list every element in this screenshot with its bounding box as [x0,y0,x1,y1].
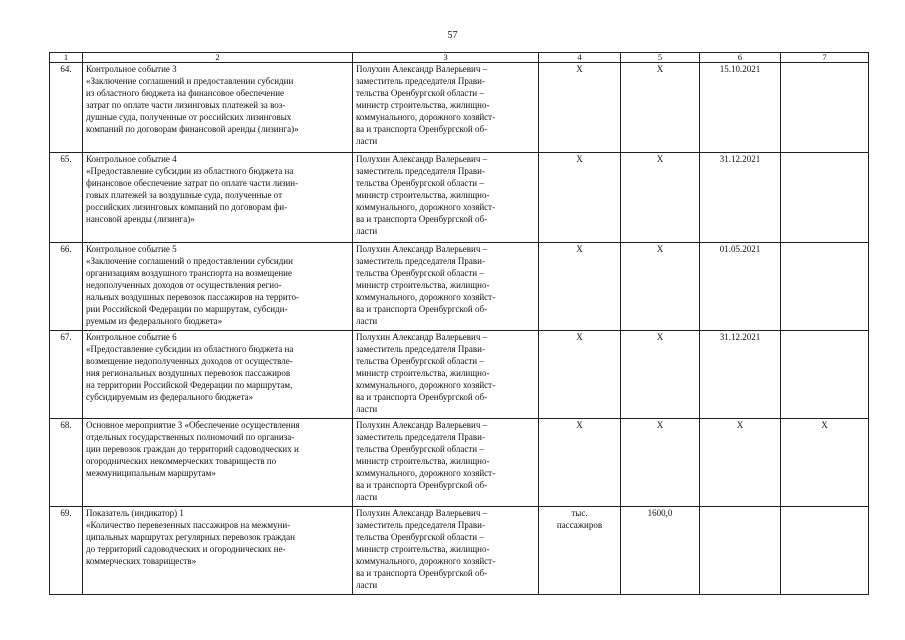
column-header-4: 4 [539,53,621,63]
column-header-1: 1 [50,53,83,63]
column-header-6: 6 [700,53,781,63]
responsible-person: Полухин Александр Валерьевич – заместитель председателя Прави- тельства Оренбургской области – министр строительства, жилищно- коммунального, дорожного хозяйст- ва и транспорта Оренбургской об- ласти [353,507,539,595]
cell-col7 [781,63,869,153]
cell-col4: X [539,331,621,419]
cell-col6: 01.05.2021 [700,243,781,331]
row-number: 69. [50,507,83,595]
responsible-person: Полухин Александр Валерьевич – заместитель председателя Прави- тельства Оренбургской области – министр строительства, жилищно- коммунального, дорожного хозяйст- ва и транспорта Оренбургской об- ласти [353,153,539,243]
responsible-person: Полухин Александр Валерьевич – заместитель председателя Прави- тельства Оренбургской области – министр строительства, жилищно- коммунального, дорожного хозяйст- ва и транспорта Оренбургской об- ласти [353,419,539,507]
column-header-2: 2 [83,53,353,63]
event-description: Контрольное событие 3 «Заключение соглашений и предоставлении субсидии из областного бюджета на финансовое обеспечение затрат по оплате части лизинговых платежей за воз- душные суда, полученные от российских лизинговых компаний по договорам финансовой аренды (лизинга)» [83,63,353,153]
table-row [50,331,869,419]
cell-col7: X [781,419,869,507]
cell-col4: X [539,243,621,331]
event-description: Контрольное событие 4 «Предоставление субсидии из областного бюджета на финансовое обеспечение затрат по оплате части лизин- говых платежей за воздушные суда, полученные от российских лизинговых компаний по договорам фи- нансовой аренды (лизинга)» [83,153,353,243]
cell-col5: 1600,0 [621,507,700,595]
cell-col7 [781,507,869,595]
responsible-person: Полухин Александр Валерьевич – заместитель председателя Прави- тельства Оренбургской области – министр строительства, жилищно- коммунального, дорожного хозяйст- ва и транспорта Оренбургской об- ласти [353,63,539,153]
cell-col5: X [621,153,700,243]
responsible-person: Полухин Александр Валерьевич – заместитель председателя Прави- тельства Оренбургской области – министр строительства, жилищно- коммунального, дорожного хозяйст- ва и транспорта Оренбургской об- ласти [353,331,539,419]
row-number: 67. [50,331,83,419]
cell-col4: X [539,153,621,243]
cell-col6: 15.10.2021 [700,63,781,153]
cell-col7 [781,331,869,419]
program-table [49,52,869,595]
page-number: 57 [447,30,458,41]
cell-col6: 31.12.2021 [700,153,781,243]
row-number: 65. [50,153,83,243]
table-row [50,507,869,595]
event-description: Контрольное событие 5 «Заключение соглашений о предоставлении субсидии организациям воздушного транспорта на возмещение недополученных доходов от осуществления регио- нальных воздушных перевозок пассажиров на террито- рии Российской Федерации по маршрутам, субсиди- руемым из федерального бюджета» [83,243,353,331]
event-description: Показатель (индикатор) 1 «Количество перевезенных пассажиров на межмуни- ципальных маршрутах регулярных перевозок граждан до территорий садоводческих и огороднических не- коммерческих товариществ» [83,507,353,595]
cell-col5: X [621,63,700,153]
cell-col4: X [539,419,621,507]
table-row [50,63,869,153]
responsible-person: Полухин Александр Валерьевич – заместитель председателя Прави- тельства Оренбургской области – министр строительства, жилищно- коммунального, дорожного хозяйст- ва и транспорта Оренбургской об- ласти [353,243,539,331]
cell-col6: 31.12.2021 [700,331,781,419]
column-header-7: 7 [781,53,869,63]
row-number: 68. [50,419,83,507]
event-description: Контрольное событие 6 «Предоставление субсидии из областного бюджета на возмещение недополученных доходов от осуществле- ния региональных воздушных перевозок пассажиров на территории Российской Федерации по маршрутам, субсидируемым из федерального бюджета» [83,331,353,419]
cell-col5: X [621,243,700,331]
cell-col4: X [539,63,621,153]
column-header-5: 5 [621,53,700,63]
cell-col5: X [621,331,700,419]
cell-col7 [781,153,869,243]
cell-col5: X [621,419,700,507]
table-row [50,243,869,331]
row-number: 64. [50,63,83,153]
table-row [50,153,869,243]
cell-col4: тыс. пассажиров [539,507,621,595]
cell-col7 [781,243,869,331]
event-description: Основное мероприятие 3 «Обеспечение осуществления отдельных государственных полномочий по организа- ции перевозок граждан до территорий садоводческих и огороднических некоммерческих товариществ по межмуниципальным маршрутам» [83,419,353,507]
table-row [50,419,869,507]
column-header-3: 3 [353,53,539,63]
cell-col6: X [700,419,781,507]
header-row [50,53,869,63]
row-number: 66. [50,243,83,331]
cell-col6 [700,507,781,595]
